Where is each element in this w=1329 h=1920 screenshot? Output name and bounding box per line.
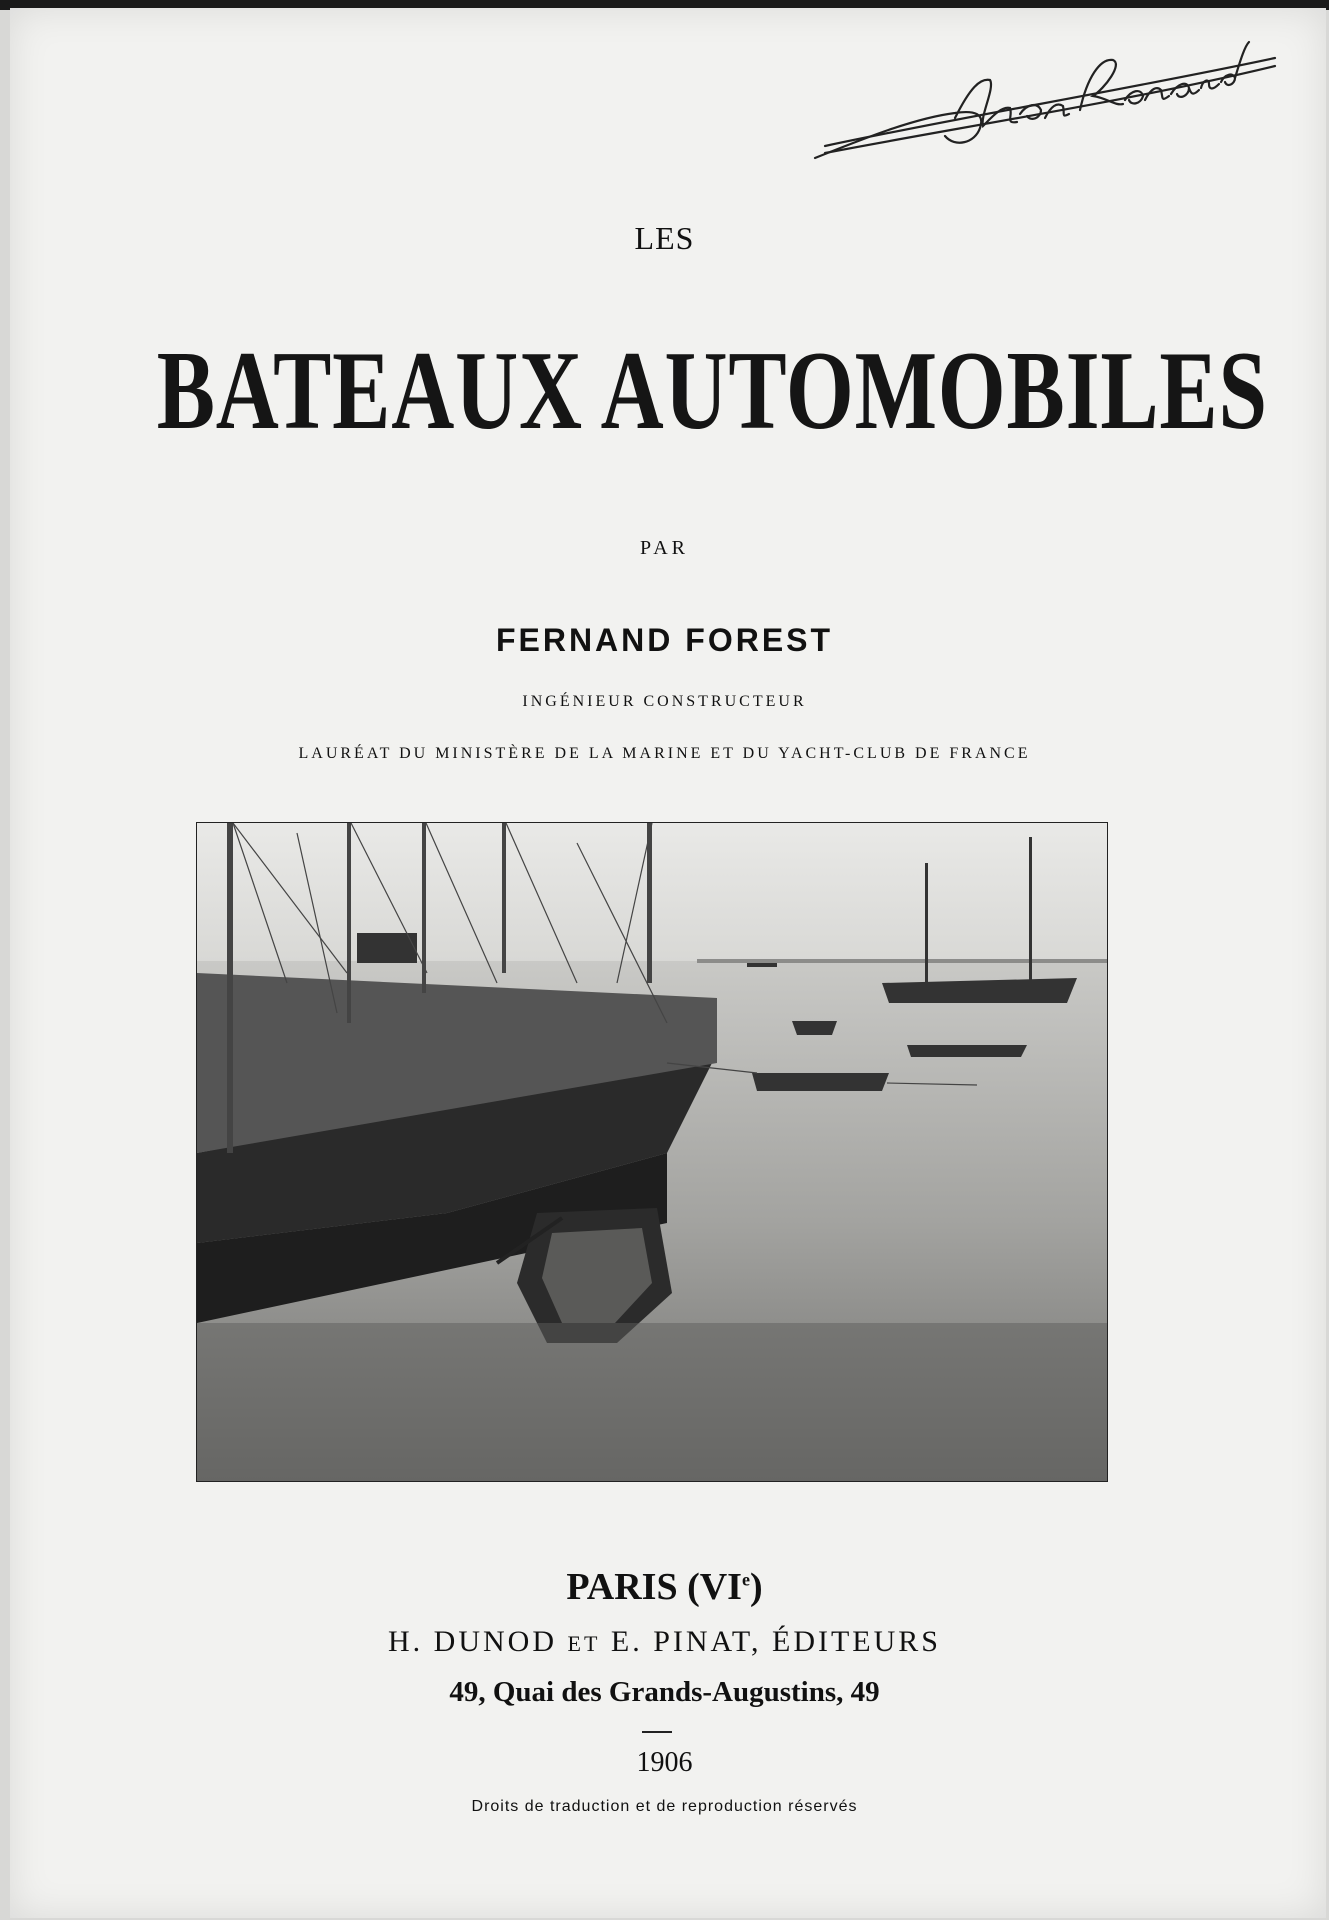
publication-year: 1906 xyxy=(636,1747,693,1778)
publisher-a: H. DUNOD xyxy=(388,1625,557,1658)
handwritten-signature xyxy=(805,18,1285,178)
publisher-and: ET xyxy=(567,1631,601,1656)
publisher-address: 49, Quai des Grands-Augustins, 49 xyxy=(449,1676,880,1708)
publisher-line xyxy=(0,1625,1329,1659)
harbor-photograph xyxy=(196,822,1108,1482)
harbor-illustration xyxy=(197,823,1107,1481)
publisher-b: E. PINAT, ÉDITEURS xyxy=(610,1625,941,1658)
city-arrondissement-sup: e xyxy=(741,1569,750,1590)
author-occupation: INGÉNIEUR CONSTRUCTEUR xyxy=(522,693,807,710)
city-close-paren: ) xyxy=(749,1566,763,1608)
publisher-city xyxy=(0,1565,1329,1609)
author-award: LAURÉAT DU MINISTÈRE DE LA MARINE ET DU YACHT-CLUB DE FRANCE xyxy=(298,745,1031,762)
book-title-text: BATEAUX AUTOMOBILES xyxy=(156,329,1268,453)
by-line: PAR xyxy=(639,537,690,559)
book-title xyxy=(0,329,1329,453)
author-name: FERNAND FOREST xyxy=(495,622,834,658)
svg-text:Léon Renaud: Léon Renaud xyxy=(1045,168,1051,169)
divider-rule xyxy=(642,1731,672,1733)
rights-notice: Droits de traduction et de reproduction réservés xyxy=(471,1798,858,1815)
pre-title: LES xyxy=(634,220,695,256)
city-name: PARIS (VI xyxy=(566,1566,742,1608)
